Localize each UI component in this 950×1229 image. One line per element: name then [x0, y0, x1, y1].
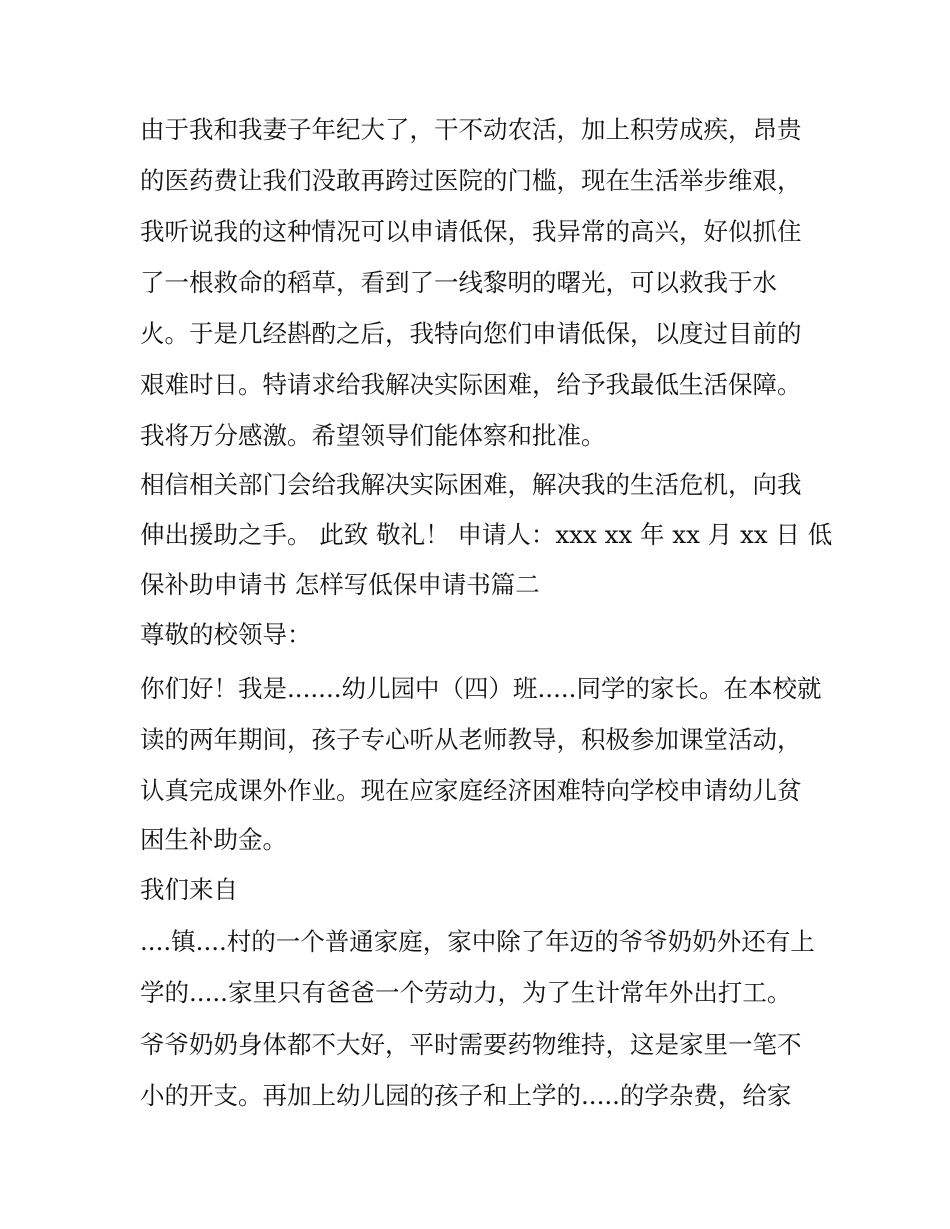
text-line: 艰难时日。特请求给我解决实际困难，给予我最低生活保障。 [140, 370, 802, 399]
text-line: 相信相关部门会给我解决实际困难，解决我的生活危机，向我 [140, 470, 802, 499]
text-line: 我将万分感激。希望领导们能体察和批准。 [140, 421, 606, 450]
text-line: 伸出援助之手。 此致 敬礼！ 申请人：xxx xx 年 xx 月 xx 日 低 [140, 520, 833, 549]
text-line: 由于我和我妻子年纪大了，干不动农活，加上积劳成疾，昂贵 [140, 115, 802, 144]
text-line: 你们好！我是.......幼儿园中（四）班.....同学的家长。在本校就 [140, 674, 822, 703]
text-line: 我听说我的这种情况可以申请低保，我异常的高兴，好似抓住 [140, 217, 802, 246]
text-line: 尊敬的校领导： [140, 620, 312, 649]
text-line: 小的开支。再加上幼儿园的孩子和上学的.....的学杂费，给家 [140, 1081, 792, 1110]
text-line: ....镇....村的一个普通家庭，家中除了年迈的爷爷奶奶外还有上 [140, 927, 815, 956]
text-line: 我们来自 [140, 875, 238, 904]
text-line: 火。于是几经斟酌之后，我特向您们申请低保，以度过目前的 [140, 319, 802, 348]
text-line: 了一根救命的稻草，看到了一线黎明的曙光，可以救我于水 [140, 268, 777, 297]
text-line: 的医药费让我们没敢再跨过医院的门槛，现在生活举步维艰， [140, 166, 802, 195]
text-line: 保补助申请书 怎样写低保申请书篇二 [140, 570, 540, 599]
text-line: 困生补助金。 [140, 825, 287, 854]
text-line: 读的两年期间，孩子专心听从老师教导，积极参加课堂活动， [140, 725, 802, 754]
text-line: 认真完成课外作业。现在应家庭经济困难特向学校申请幼儿贫 [140, 776, 802, 805]
text-line: 爷爷奶奶身体都不大好，平时需要药物维持，这是家里一笔不 [140, 1030, 802, 1059]
text-line: 学的.....家里只有爸爸一个劳动力，为了生计常年外出打工。 [140, 978, 792, 1007]
